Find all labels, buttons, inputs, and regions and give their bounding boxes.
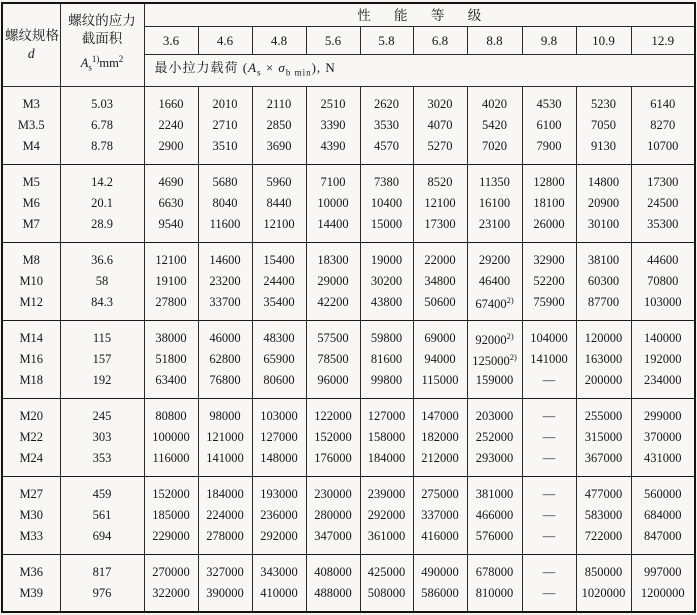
load-cell: 8520: [413, 164, 467, 193]
load-cell: 116000: [144, 448, 198, 477]
load-cell: 255000: [576, 398, 631, 427]
spec-cell: M27: [2, 476, 60, 505]
load-cell: 4020: [467, 86, 522, 115]
load-cell: 3020: [413, 86, 467, 115]
load-cell: 2510: [306, 86, 360, 115]
load-cell: 176000: [306, 448, 360, 477]
load-cell: 576000: [467, 526, 522, 555]
load-cell: 121000: [198, 427, 252, 448]
thread-spec-symbol: d: [27, 45, 35, 61]
load-cell: 125000$^{2)}$: [467, 349, 522, 370]
area-cell: 817: [60, 554, 144, 583]
load-cell: 234000: [631, 370, 695, 399]
load-cell: 299000: [631, 398, 695, 427]
load-cell: 18300: [306, 242, 360, 271]
load-cell: 488000: [306, 583, 360, 612]
load-cell: 140000: [631, 320, 695, 349]
load-cell: 16100: [467, 193, 522, 214]
load-cell: 9130: [576, 136, 631, 165]
load-cell: 1020000: [576, 583, 631, 612]
table-header: [2, 3, 695, 86]
grade-column-header: 4.8: [252, 27, 306, 55]
load-cell: 159000: [467, 370, 522, 399]
area-cell: 245: [60, 398, 144, 427]
area-cell: 115: [60, 320, 144, 349]
load-cell: 19100: [144, 271, 198, 292]
load-cell: 148000: [252, 448, 306, 477]
load-cell: 315000: [576, 427, 631, 448]
load-cell: 76800: [198, 370, 252, 399]
load-cell: 8040: [198, 193, 252, 214]
load-cell: 59800: [360, 320, 413, 349]
load-cell: 60300: [576, 271, 631, 292]
load-cell: 322000: [144, 583, 198, 612]
load-cell: 3510: [198, 136, 252, 165]
load-cell: 7050: [576, 115, 631, 136]
table-row: [2, 476, 695, 505]
load-cell: 14800: [576, 164, 631, 193]
load-cell: 12100: [413, 193, 467, 214]
stress-area-header-line1: 螺纹的应力: [68, 13, 136, 29]
spec-cell: M22: [2, 427, 60, 448]
load-cell: 337000: [413, 505, 467, 526]
performance-grade-row: [2, 3, 695, 27]
load-cell: 2850: [252, 115, 306, 136]
load-cell: 343000: [252, 554, 306, 583]
load-cell: 5960: [252, 164, 306, 193]
table-row: [2, 164, 695, 193]
load-cell: 275000: [413, 476, 467, 505]
load-cell: 48300: [252, 320, 306, 349]
grade-column-header: 8.8: [467, 27, 522, 55]
table-row: [2, 526, 695, 555]
area-cell: 36.6: [60, 242, 144, 271]
area-cell: 6.78: [60, 115, 144, 136]
load-cell: 5270: [413, 136, 467, 165]
load-cell: 367000: [576, 448, 631, 477]
load-cell: 32900: [522, 242, 576, 271]
load-cell: 14600: [198, 242, 252, 271]
load-cell: 185000: [144, 505, 198, 526]
size-group: [2, 554, 695, 612]
table-row: [2, 427, 695, 448]
load-cell: —: [522, 583, 576, 612]
spec-cell: M33: [2, 526, 60, 555]
load-cell: 51800: [144, 349, 198, 370]
load-cell: 678000: [467, 554, 522, 583]
load-cell: 1200000: [631, 583, 695, 612]
load-cell: —: [522, 476, 576, 505]
load-cell: 184000: [198, 476, 252, 505]
load-cell: 5230: [576, 86, 631, 115]
load-cell: 15400: [252, 242, 306, 271]
load-cell: 103000: [631, 292, 695, 321]
load-cell: 560000: [631, 476, 695, 505]
load-cell: 203000: [467, 398, 522, 427]
load-cell: 182000: [413, 427, 467, 448]
load-cell: 425000: [360, 554, 413, 583]
load-cell: 7380: [360, 164, 413, 193]
load-cell: 35300: [631, 214, 695, 243]
load-cell: 20900: [576, 193, 631, 214]
load-cell: 30200: [360, 271, 413, 292]
load-cell: 5420: [467, 115, 522, 136]
stress-area-header: [60, 3, 144, 86]
load-cell: 2110: [252, 86, 306, 115]
load-cell: 4570: [360, 136, 413, 165]
area-cell: 976: [60, 583, 144, 612]
load-cell: 127000: [252, 427, 306, 448]
load-cell: —: [522, 554, 576, 583]
grade-column-header: 9.8: [522, 27, 576, 55]
load-cell: 19000: [360, 242, 413, 271]
stress-area-formula: $A_s^{1)}mm^2$: [80, 54, 124, 74]
area-cell: 28.9: [60, 214, 144, 243]
load-cell: 29200: [467, 242, 522, 271]
load-cell: 810000: [467, 583, 522, 612]
load-cell: 10400: [360, 193, 413, 214]
load-cell: 27800: [144, 292, 198, 321]
load-cell: 212000: [413, 448, 467, 477]
size-group: [2, 86, 695, 164]
table-row: [2, 398, 695, 427]
load-cell: 17300: [631, 164, 695, 193]
load-cell: 229000: [144, 526, 198, 555]
area-cell: 58: [60, 271, 144, 292]
load-cell: —: [522, 427, 576, 448]
spec-cell: M24: [2, 448, 60, 477]
load-cell: 141000: [198, 448, 252, 477]
load-cell: 34800: [413, 271, 467, 292]
spec-cell: M3.5: [2, 115, 60, 136]
load-cell: 44600: [631, 242, 695, 271]
load-cell: 80800: [144, 398, 198, 427]
min-load-formula: 最小拉力载荷 $(A_s \times \sigma_{b min})$, N: [144, 55, 695, 87]
load-cell: 12100: [144, 242, 198, 271]
load-cell: 200000: [576, 370, 631, 399]
area-cell: 303: [60, 427, 144, 448]
load-cell: 92000$^{2)}$: [467, 320, 522, 349]
table-row: [2, 370, 695, 399]
load-cell: 99800: [360, 370, 413, 399]
load-cell: 78500: [306, 349, 360, 370]
table-row: [2, 505, 695, 526]
load-cell: 24500: [631, 193, 695, 214]
load-cell: —: [522, 505, 576, 526]
load-cell: 10700: [631, 136, 695, 165]
load-cell: 361000: [360, 526, 413, 555]
load-cell: 2620: [360, 86, 413, 115]
load-cell: 408000: [306, 554, 360, 583]
load-cell: 184000: [360, 448, 413, 477]
load-cell: 431000: [631, 448, 695, 477]
load-cell: 52200: [522, 271, 576, 292]
spec-cell: M20: [2, 398, 60, 427]
load-cell: 96000: [306, 370, 360, 399]
load-cell: 390000: [198, 583, 252, 612]
load-cell: 252000: [467, 427, 522, 448]
load-cell: 997000: [631, 554, 695, 583]
load-cell: 280000: [306, 505, 360, 526]
spec-cell: M30: [2, 505, 60, 526]
load-cell: 292000: [360, 505, 413, 526]
load-cell: 100000: [144, 427, 198, 448]
load-cell: 67400$^{2)}$: [467, 292, 522, 321]
grade-column-header: 12.9: [631, 27, 695, 55]
load-cell: 5680: [198, 164, 252, 193]
size-group: [2, 242, 695, 320]
load-cell: 292000: [252, 526, 306, 555]
spec-cell: M14: [2, 320, 60, 349]
spec-cell: M5: [2, 164, 60, 193]
load-cell: 141000: [522, 349, 576, 370]
spec-cell: M16: [2, 349, 60, 370]
load-cell: 193000: [252, 476, 306, 505]
area-cell: 5.03: [60, 86, 144, 115]
load-cell: 80600: [252, 370, 306, 399]
table-row: [2, 554, 695, 583]
load-cell: 94000: [413, 349, 467, 370]
load-cell: 8270: [631, 115, 695, 136]
load-cell: —: [522, 526, 576, 555]
load-cell: 410000: [252, 583, 306, 612]
load-cell: 490000: [413, 554, 467, 583]
load-cell: 4070: [413, 115, 467, 136]
table-row: [2, 115, 695, 136]
area-cell: 84.3: [60, 292, 144, 321]
load-cell: 147000: [413, 398, 467, 427]
thread-spec-header: [2, 3, 60, 86]
load-cell: —: [522, 398, 576, 427]
area-cell: 20.1: [60, 193, 144, 214]
load-cell: 24400: [252, 271, 306, 292]
load-cell: 6140: [631, 86, 695, 115]
load-cell: 4690: [144, 164, 198, 193]
load-cell: 22000: [413, 242, 467, 271]
load-cell: 23100: [467, 214, 522, 243]
load-cell: 103000: [252, 398, 306, 427]
size-group: [2, 476, 695, 554]
spec-cell: M3: [2, 86, 60, 115]
load-cell: 38100: [576, 242, 631, 271]
size-group: [2, 320, 695, 398]
load-cell: 120000: [576, 320, 631, 349]
load-cell: 30100: [576, 214, 631, 243]
load-cell: 23200: [198, 271, 252, 292]
load-cell: 127000: [360, 398, 413, 427]
spec-cell: M18: [2, 370, 60, 399]
load-cell: 46000: [198, 320, 252, 349]
table-row: [2, 448, 695, 477]
load-cell: 347000: [306, 526, 360, 555]
load-cell: 11350: [467, 164, 522, 193]
footnote-marker: 2): [506, 294, 514, 305]
spec-cell: M4: [2, 136, 60, 165]
spec-cell: M12: [2, 292, 60, 321]
load-cell: 57500: [306, 320, 360, 349]
grade-column-header: 4.6: [198, 27, 252, 55]
load-cell: 33700: [198, 292, 252, 321]
load-cell: 7900: [522, 136, 576, 165]
area-cell: 8.78: [60, 136, 144, 165]
load-cell: 508000: [360, 583, 413, 612]
load-cell: 230000: [306, 476, 360, 505]
load-cell: 87700: [576, 292, 631, 321]
table-row: [2, 193, 695, 214]
area-cell: 157: [60, 349, 144, 370]
load-cell: 81600: [360, 349, 413, 370]
load-cell: 163000: [576, 349, 631, 370]
load-cell: 381000: [467, 476, 522, 505]
load-cell: 270000: [144, 554, 198, 583]
load-cell: 3530: [360, 115, 413, 136]
grade-column-header: 5.6: [306, 27, 360, 55]
load-cell: 192000: [631, 349, 695, 370]
load-cell: 122000: [306, 398, 360, 427]
load-cell: 370000: [631, 427, 695, 448]
load-cell: 42200: [306, 292, 360, 321]
footnote-marker: 2): [509, 351, 517, 362]
load-cell: 50600: [413, 292, 467, 321]
load-cell: 43800: [360, 292, 413, 321]
load-cell: 2900: [144, 136, 198, 165]
load-cell: 466000: [467, 505, 522, 526]
area-cell: 561: [60, 505, 144, 526]
load-cell: 239000: [360, 476, 413, 505]
load-cell: 850000: [576, 554, 631, 583]
load-cell: 293000: [467, 448, 522, 477]
table-row: [2, 583, 695, 612]
area-cell: 353: [60, 448, 144, 477]
load-cell: 477000: [576, 476, 631, 505]
grade-column-header: 5.8: [360, 27, 413, 55]
load-cell: 17300: [413, 214, 467, 243]
load-cell: 12100: [252, 214, 306, 243]
table-row: [2, 320, 695, 349]
spec-cell: M7: [2, 214, 60, 243]
load-cell: 14400: [306, 214, 360, 243]
load-cell: 586000: [413, 583, 467, 612]
load-cell: 104000: [522, 320, 576, 349]
footnote-marker: 2): [506, 330, 514, 341]
grade-column-header: 3.6: [144, 27, 198, 55]
load-cell: 29000: [306, 271, 360, 292]
table-row: [2, 271, 695, 292]
load-cell: 722000: [576, 526, 631, 555]
table-row: [2, 136, 695, 165]
load-cell: 46400: [467, 271, 522, 292]
load-cell: 684000: [631, 505, 695, 526]
load-cell: 11600: [198, 214, 252, 243]
load-cell: —: [522, 448, 576, 477]
load-cell: 3690: [252, 136, 306, 165]
area-cell: 694: [60, 526, 144, 555]
load-cell: 65900: [252, 349, 306, 370]
grade-column-header: 10.9: [576, 27, 631, 55]
size-group: [2, 398, 695, 476]
grade-column-header: 6.8: [413, 27, 467, 55]
load-cell: 69000: [413, 320, 467, 349]
load-cell: 8440: [252, 193, 306, 214]
load-cell: 6100: [522, 115, 576, 136]
thread-spec-header-text: 螺纹规格: [5, 27, 59, 43]
area-cell: 192: [60, 370, 144, 399]
load-cell: 18100: [522, 193, 576, 214]
load-cell: 15000: [360, 214, 413, 243]
load-cell: 62800: [198, 349, 252, 370]
load-cell: 4390: [306, 136, 360, 165]
load-cell: 2010: [198, 86, 252, 115]
load-cell: 278000: [198, 526, 252, 555]
load-cell: 4530: [522, 86, 576, 115]
load-cell: 152000: [144, 476, 198, 505]
load-cell: 38000: [144, 320, 198, 349]
load-cell: 70800: [631, 271, 695, 292]
load-cell: 75900: [522, 292, 576, 321]
load-cell: 7020: [467, 136, 522, 165]
load-cell: 98000: [198, 398, 252, 427]
load-cell: 416000: [413, 526, 467, 555]
load-cell: 847000: [631, 526, 695, 555]
table-row: [2, 214, 695, 243]
load-cell: 236000: [252, 505, 306, 526]
spec-cell: M6: [2, 193, 60, 214]
table-row: [2, 292, 695, 321]
load-cell: 158000: [360, 427, 413, 448]
load-cell: 9540: [144, 214, 198, 243]
load-cell: 3390: [306, 115, 360, 136]
table-row: [2, 242, 695, 271]
area-cell: 14.2: [60, 164, 144, 193]
load-cell: 583000: [576, 505, 631, 526]
load-cell: 152000: [306, 427, 360, 448]
load-cell: 6630: [144, 193, 198, 214]
load-cell: 12800: [522, 164, 576, 193]
load-cell: 224000: [198, 505, 252, 526]
load-cell: —: [522, 370, 576, 399]
table-row: [2, 86, 695, 115]
performance-grade-title: 性 能 等 级: [144, 3, 695, 27]
load-cell: 63400: [144, 370, 198, 399]
load-cell: 115000: [413, 370, 467, 399]
load-cell: 10000: [306, 193, 360, 214]
load-cell: 1660: [144, 86, 198, 115]
table-row: [2, 349, 695, 370]
load-cell: 7100: [306, 164, 360, 193]
stress-area-header-line2: 截面积: [81, 31, 123, 47]
size-group: [2, 164, 695, 242]
area-cell: 459: [60, 476, 144, 505]
load-cell: 327000: [198, 554, 252, 583]
spec-cell: M36: [2, 554, 60, 583]
spec-cell: M10: [2, 271, 60, 292]
spec-cell: M8: [2, 242, 60, 271]
spec-cell: M39: [2, 583, 60, 612]
load-cell: 35400: [252, 292, 306, 321]
bolt-min-tensile-load-table: [1, 2, 696, 613]
load-cell: 26000: [522, 214, 576, 243]
load-cell: 2710: [198, 115, 252, 136]
load-cell: 2240: [144, 115, 198, 136]
